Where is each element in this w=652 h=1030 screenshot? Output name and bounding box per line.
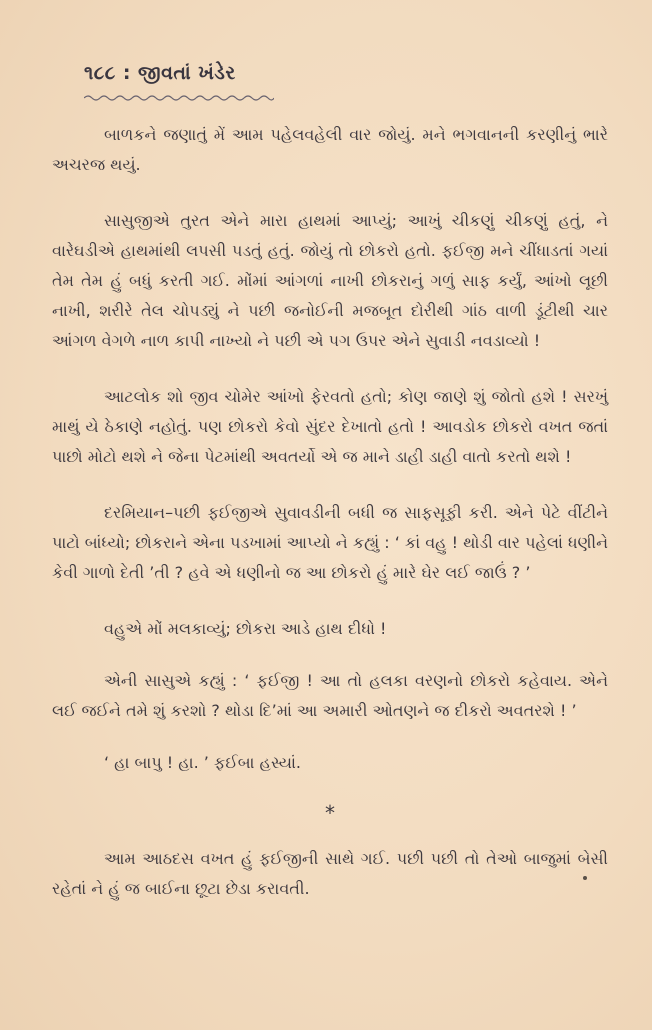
paragraph: બાળકને જણાતું મેં આમ પહેલવહેલી વાર જોયું. મને ભગવાનની કરણીનું ભારે અચરજ થયું. bbox=[52, 125, 608, 174]
paragraph: સાસુજીએ તુરત એને મારા હાથમાં આપ્યું; આખું ચીકણું ચીકણું હતું, ને વારેઘડીએ હાથમાંથી લપસી પડતું હતું. જોયું તો છોકરો હતો. ફઈજી મને ચીંધાડતાં ગયાં તેમ તેમ હું બધું કરતી ગઈ. મોંમાં આંગળાં નાખી છોકરાનું ગળું સાફ કર્યું, આંખો લૂછી નાખી, શરીરે તેલ ચોપડ્યું ને પછી જનોઈની મજબૂત દોરીથી ગાંઠ વાળી ડૂંટીથી ચાર આંગળ વેગળે નાળ કાપી નાખ્યો ને પછી એ પગ ઉપર એને સુવાડી નવડાવ્યો ! bbox=[52, 211, 608, 350]
header-wavy-rule bbox=[84, 94, 274, 102]
paragraph: એની સાસુએ કહ્યું : ‘ ફઈજી ! આ તો હલકા વરણનો છોકરો કહેવાય. એને લઈ જઈને તમે શું કરશો ? થોડા દિ’માં આ અમારી ઓતણને જ દીકરો અવતરશે ! ’ bbox=[52, 671, 608, 720]
closing-paragraph: આમ આઠદસ વખત હું ફઈજીની સાથે ગઈ. પછી પછી તો તેઓ બાજુમાં બેસી રહેતાં ને હું જ બાઈના છૂટા છેડા કરાવતી. bbox=[52, 849, 608, 898]
paragraph: દરમિયાન–પછી ફઈજીએ સુવાવડીની બધી જ સાફસૂફી કરી. એને પેટે વીંટીને પાટો બાંધ્યો; છોકરાને એના પડખામાં આપ્યો ને કહ્યું : ‘ કાં વહુ ! થોડી વાર પહેલાં ધણીને કેવી ગાળો દેતી ’તી ? હવે એ ધણીનો જ આ છોકરો હું મારે ઘેર લઈ જાઉં ? ’ bbox=[52, 503, 609, 582]
paragraph: આટલોક શો જીવ ચોમેર આંખો ફેરવતો હતો; કોણ જાણે શું જોતો હશે ! સરખું માથું યે ઠેકાણે નહોતું. પણ છોકરો કેવો સુંદર દેખાતો હતો ! આવડોક છોકરો વખત જતાં પાછો મોટો થશે ને જેના પેટમાંથી અવતર્યો એ જ માને ડાહી ડાહી વાતો કરતો થશે ! bbox=[52, 387, 608, 466]
page-body bbox=[52, 120, 608, 930]
page-header: ૧૮૮ : જીવતાં ખંડેર bbox=[84, 62, 236, 84]
paragraph: વહુએ મોં મલકાવ્યું; છોકરા આડે હાથ દીધો ! bbox=[104, 619, 387, 638]
section-separator: * bbox=[325, 801, 335, 825]
paper-speck bbox=[583, 876, 587, 880]
paragraph: ‘ હા બાપુ ! હા. ’ ફઈબા હસ્યાં. bbox=[104, 753, 301, 772]
